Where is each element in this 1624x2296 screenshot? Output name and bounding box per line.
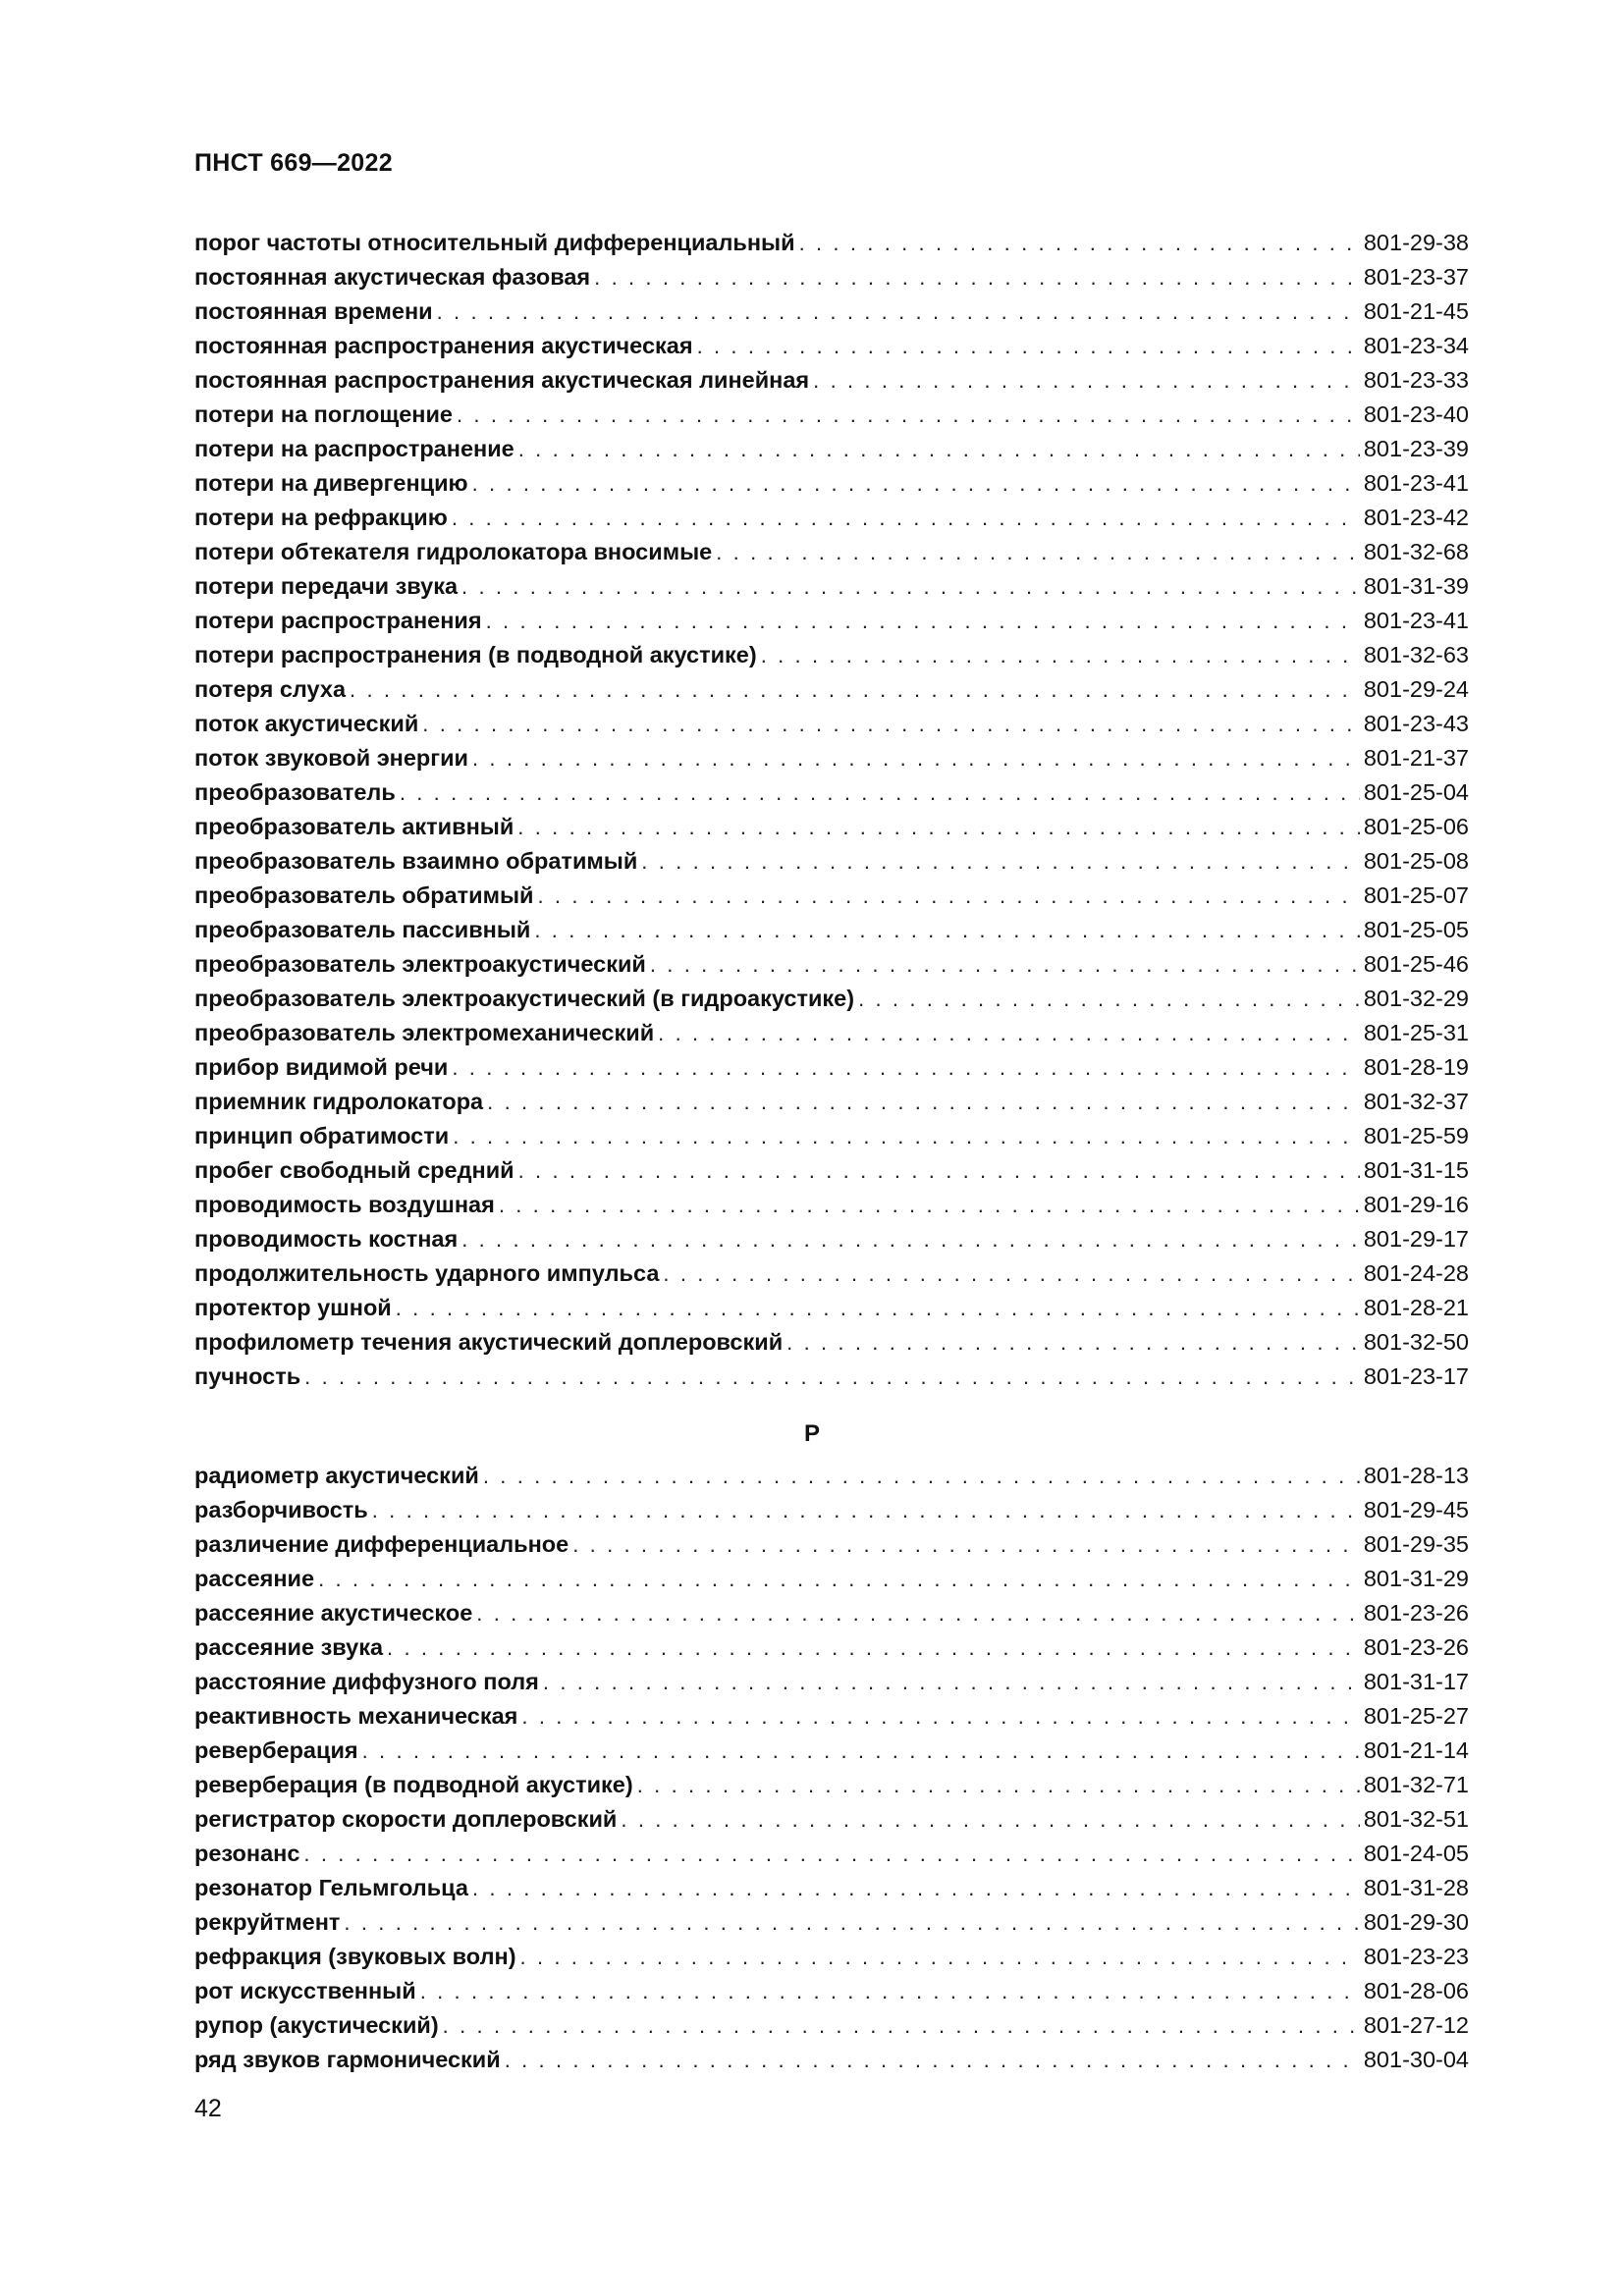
dot-leader: [350, 672, 1360, 707]
index-entry: [194, 1291, 1469, 1325]
index-entry: [194, 294, 1469, 329]
dot-leader: [761, 638, 1360, 672]
index-code: 801-24-28: [1363, 1260, 1469, 1286]
index-code: 801-31-28: [1363, 1875, 1469, 1900]
index-term: радиометр акустический: [194, 1463, 479, 1488]
index-entry: [194, 707, 1469, 741]
index-code: 801-32-51: [1363, 1806, 1469, 1832]
index-code: 801-29-30: [1363, 1909, 1469, 1935]
index-entry: [194, 1119, 1469, 1153]
index-code: 801-25-04: [1363, 779, 1469, 805]
dot-leader: [572, 1527, 1360, 1562]
dot-leader: [594, 260, 1360, 294]
index-term: рефракция (звуковых волн): [194, 1944, 516, 1969]
index-term: постоянная распространения акустическая линейная: [194, 367, 810, 393]
index-entry: [194, 638, 1469, 672]
index-term: реактивность механическая: [194, 1703, 518, 1729]
index-entry: [194, 810, 1469, 844]
index-code: 801-23-40: [1363, 401, 1469, 427]
index-entry: [194, 2043, 1469, 2077]
index-entry: [194, 1974, 1469, 2008]
index-code: 801-31-29: [1363, 1566, 1469, 1591]
index-entry: [194, 1153, 1469, 1188]
index-term: регистратор скорости доплеровский: [194, 1806, 618, 1832]
dot-leader: [663, 1256, 1359, 1291]
index-code: 801-29-16: [1363, 1192, 1469, 1217]
index-entry: [194, 501, 1469, 535]
dot-leader: [658, 1016, 1360, 1050]
index-code: 801-25-31: [1363, 1020, 1469, 1045]
index-entry: [194, 1596, 1469, 1630]
index-term: проводимость костная: [194, 1226, 459, 1252]
index-code: 801-28-13: [1363, 1463, 1469, 1488]
index-term: поток звуковой энергии: [194, 745, 468, 771]
index-code: 801-25-46: [1363, 951, 1469, 977]
dot-leader: [472, 1871, 1360, 1905]
dot-leader: [461, 569, 1360, 604]
dot-leader: [716, 535, 1360, 569]
index-entry: [194, 535, 1469, 569]
index-entry: [194, 741, 1469, 775]
dot-leader: [538, 879, 1360, 913]
index-entry: [194, 913, 1469, 947]
index-term: преобразователь пассивный: [194, 917, 531, 942]
dot-leader: [650, 947, 1360, 982]
dot-leader: [420, 1974, 1360, 2008]
index-term: пробег свободный средний: [194, 1157, 514, 1183]
index-term: продолжительность ударного импульса: [194, 1260, 660, 1286]
index-code: 801-23-42: [1363, 505, 1469, 530]
index-entry: [194, 1802, 1469, 1837]
index-entry: [194, 432, 1469, 466]
dot-leader: [452, 501, 1360, 535]
dot-leader: [422, 707, 1360, 741]
index-term: преобразователь электромеханический: [194, 1020, 655, 1045]
index-entry: [194, 1527, 1469, 1562]
index-term: преобразователь обратимый: [194, 882, 534, 908]
index-entry: [194, 982, 1469, 1016]
index-entry: [194, 466, 1469, 501]
index-code: 801-32-68: [1363, 539, 1469, 564]
index-term: рассеяние: [194, 1566, 315, 1591]
dot-leader: [786, 1325, 1360, 1360]
dot-leader: [476, 1596, 1360, 1630]
dot-leader: [487, 1085, 1360, 1119]
index-entry: [194, 1665, 1469, 1699]
index-code: 801-29-38: [1363, 230, 1469, 255]
index-term: постоянная распространения акустическая: [194, 333, 693, 358]
index-code: 801-25-06: [1363, 814, 1469, 839]
dot-leader: [521, 1699, 1359, 1734]
index-term: принцип обратимости: [194, 1123, 450, 1148]
dot-leader: [304, 1360, 1360, 1394]
index-term: прибор видимой речи: [194, 1054, 449, 1080]
index-code: 801-23-39: [1363, 436, 1469, 461]
index-term: рот искусственный: [194, 1978, 416, 2003]
index-term: преобразователь: [194, 779, 396, 805]
index-term: профилометр течения акустический доплеровский: [194, 1329, 784, 1355]
index-code: 801-25-05: [1363, 917, 1469, 942]
index-term: резонатор Гельмгольца: [194, 1875, 468, 1900]
dot-leader: [362, 1734, 1360, 1768]
index-entry: [194, 1940, 1469, 1974]
index-code: 801-32-29: [1363, 986, 1469, 1011]
index-code: 801-21-14: [1363, 1737, 1469, 1763]
index-term: рупор (акустический): [194, 2012, 439, 2038]
dot-leader: [452, 1050, 1360, 1085]
index-entry: [194, 1459, 1469, 1493]
dot-leader: [486, 604, 1360, 638]
index-entry: [194, 1768, 1469, 1802]
section-letter-r: Р: [803, 1420, 820, 1447]
index-entry: [194, 569, 1469, 604]
index-entry: [194, 947, 1469, 982]
index-code: 801-25-27: [1363, 1703, 1469, 1729]
index-code: 801-23-37: [1363, 264, 1469, 290]
index-entry: [194, 1360, 1469, 1394]
index-entry: [194, 363, 1469, 398]
index-code: 801-32-63: [1363, 642, 1469, 667]
index-code: 801-31-39: [1363, 573, 1469, 599]
index-term: потери передачи звука: [194, 573, 459, 599]
dot-leader: [517, 810, 1360, 844]
index-term: приемник гидролокатора: [194, 1089, 484, 1114]
index-entry: [194, 1734, 1469, 1768]
index-code: 801-23-41: [1363, 470, 1469, 496]
index-code: 801-31-17: [1363, 1669, 1469, 1694]
index-term: реверберация (в подводной акустике): [194, 1772, 633, 1797]
dot-leader: [483, 1459, 1360, 1493]
index-entry: [194, 1871, 1469, 1905]
index-code: 801-32-71: [1363, 1772, 1469, 1797]
index-entry: [194, 329, 1469, 363]
index-code: 801-31-15: [1363, 1157, 1469, 1183]
index-term: преобразователь электроакустический: [194, 951, 646, 977]
dot-leader: [518, 432, 1360, 466]
index-code: 801-25-59: [1363, 1123, 1469, 1148]
index-term: потери на рефракцию: [194, 505, 448, 530]
index-entry: [194, 1222, 1469, 1256]
index-entry: [194, 1325, 1469, 1360]
index-code: 801-30-04: [1363, 2047, 1469, 2072]
index-term: протектор ушной: [194, 1295, 392, 1320]
index-entry: [194, 1493, 1469, 1527]
index-entry: [194, 1050, 1469, 1085]
index-code: 801-21-45: [1363, 298, 1469, 324]
index-term: потери на распространение: [194, 436, 514, 461]
dot-leader: [387, 1630, 1360, 1665]
dot-leader: [372, 1493, 1360, 1527]
index-term: реверберация: [194, 1737, 358, 1763]
index-term: поток акустический: [194, 711, 419, 736]
index-code: 801-23-23: [1363, 1944, 1469, 1969]
index-term: потери распространения (в подводной акустике): [194, 642, 757, 667]
dot-leader: [400, 775, 1360, 810]
index-term: разборчивость: [194, 1497, 368, 1522]
dot-leader: [518, 1153, 1360, 1188]
index-entry: [194, 604, 1469, 638]
index-code: 801-23-41: [1363, 608, 1469, 633]
dot-leader: [443, 2008, 1360, 2043]
index-term: постоянная времени: [194, 298, 433, 324]
index-term: рассеяние звука: [194, 1634, 384, 1660]
index-code: 801-23-26: [1363, 1634, 1469, 1660]
dot-leader: [858, 982, 1360, 1016]
page-number: 42: [194, 2095, 222, 2122]
index-code: 801-23-33: [1363, 367, 1469, 393]
index-code: 801-29-24: [1363, 676, 1469, 702]
index-entry: [194, 2008, 1469, 2043]
index-entry: [194, 844, 1469, 879]
index-entry: [194, 260, 1469, 294]
index-term: ряд звуков гармонический: [194, 2047, 501, 2072]
dot-leader: [543, 1665, 1360, 1699]
document-header: ПНСТ 669—2022: [194, 149, 393, 177]
dot-leader: [641, 844, 1360, 879]
index-term: порог частоты относительный дифференциальный: [194, 230, 795, 255]
dot-leader: [621, 1802, 1359, 1837]
dot-leader: [453, 1119, 1360, 1153]
index-code: 801-23-17: [1363, 1363, 1469, 1389]
index-code: 801-32-50: [1363, 1329, 1469, 1355]
index-term: различение дифференциальное: [194, 1531, 569, 1557]
index-entry: [194, 226, 1469, 260]
index-code: 801-27-12: [1363, 2012, 1469, 2038]
index-term: расстояние диффузного поля: [194, 1669, 539, 1694]
dot-leader: [303, 1837, 1359, 1871]
index-code: 801-23-34: [1363, 333, 1469, 358]
index-entry: [194, 1016, 1469, 1050]
index-term: преобразователь взаимно обратимый: [194, 848, 638, 874]
index-section-p: [194, 226, 1469, 1394]
index-code: 801-25-07: [1363, 882, 1469, 908]
dot-leader: [344, 1905, 1359, 1940]
index-entry: [194, 1699, 1469, 1734]
dot-leader: [697, 329, 1360, 363]
index-code: 801-29-45: [1363, 1497, 1469, 1522]
index-code: 801-32-37: [1363, 1089, 1469, 1114]
dot-leader: [499, 1188, 1360, 1222]
index-term: потери распространения: [194, 608, 482, 633]
index-code: 801-24-05: [1363, 1841, 1469, 1866]
index-entry: [194, 1085, 1469, 1119]
index-term: резонанс: [194, 1841, 300, 1866]
index-code: 801-21-37: [1363, 745, 1469, 771]
index-term: пучность: [194, 1363, 301, 1389]
dot-leader: [520, 1940, 1360, 1974]
index-term: проводимость воздушная: [194, 1192, 495, 1217]
dot-leader: [472, 741, 1360, 775]
index-code: 801-25-08: [1363, 848, 1469, 874]
index-entry: [194, 1188, 1469, 1222]
index-entry: [194, 398, 1469, 432]
index-code: 801-29-17: [1363, 1226, 1469, 1252]
index-section-r: [194, 1459, 1469, 2077]
index-entry: [194, 1630, 1469, 1665]
dot-leader: [396, 1291, 1360, 1325]
index-term: потери на поглощение: [194, 401, 453, 427]
index-term: потеря слуха: [194, 676, 347, 702]
index-term: постоянная акустическая фазовая: [194, 264, 591, 290]
index-entry: [194, 1905, 1469, 1940]
index-term: рекруйтмент: [194, 1909, 341, 1935]
index-code: 801-23-43: [1363, 711, 1469, 736]
index-term: потери на дивергенцию: [194, 470, 468, 496]
index-term: преобразователь активный: [194, 814, 514, 839]
dot-leader: [505, 2043, 1360, 2077]
dot-leader: [813, 363, 1360, 398]
dot-leader: [457, 398, 1360, 432]
index-code: 801-28-06: [1363, 1978, 1469, 2003]
index-term: потери обтекателя гидролокатора вносимые: [194, 539, 713, 564]
dot-leader: [637, 1768, 1360, 1802]
dot-leader: [461, 1222, 1360, 1256]
index-entry: [194, 1837, 1469, 1871]
index-code: 801-28-19: [1363, 1054, 1469, 1080]
dot-leader: [799, 226, 1360, 260]
index-code: 801-29-35: [1363, 1531, 1469, 1557]
index-entry: [194, 1256, 1469, 1291]
index-entry: [194, 775, 1469, 810]
index-entry: [194, 1562, 1469, 1596]
index-entry: [194, 672, 1469, 707]
dot-leader: [318, 1562, 1360, 1596]
index-code: 801-23-26: [1363, 1600, 1469, 1626]
index-entry: [194, 879, 1469, 913]
dot-leader: [472, 466, 1360, 501]
index-term: рассеяние акустическое: [194, 1600, 473, 1626]
index-term: преобразователь электроакустический (в гидроакустике): [194, 986, 855, 1011]
index-code: 801-28-21: [1363, 1295, 1469, 1320]
dot-leader: [437, 294, 1360, 329]
dot-leader: [534, 913, 1360, 947]
